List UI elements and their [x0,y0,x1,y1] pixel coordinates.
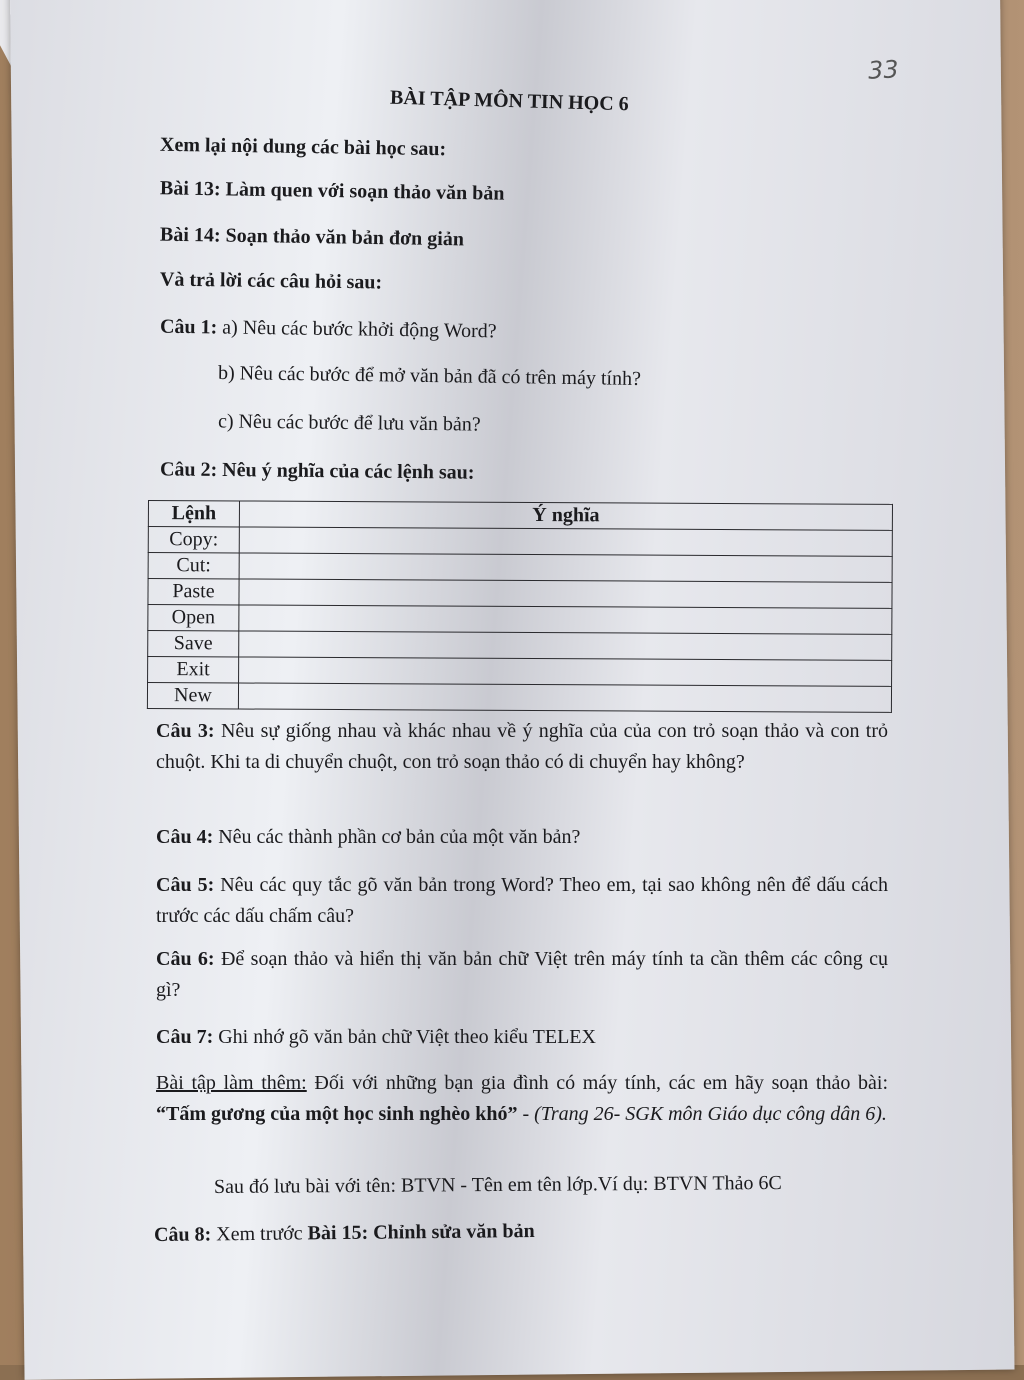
extra-exercise-text: Đối với những bạn gia đình có máy tính, các em hãy soạn thảo bài: [314,1072,889,1094]
meaning-cell [239,657,892,686]
question-5 [156,870,888,932]
command-cut: Cut: [148,553,239,579]
table-row [148,605,892,635]
question-6-text: Để soạn thảo và hiển thị văn bản chữ Việt trên máy tính ta cần thêm các công cụ gì? [156,948,889,1001]
command-save: Save [148,631,239,657]
lesson-14 [160,224,464,252]
question-2-text: Nêu ý nghĩa của các lệnh sau: [222,459,475,484]
table-header-row [148,501,892,531]
meaning-cell [239,631,892,660]
lesson-14-text: Soạn thảo văn bản đơn giản [225,224,465,251]
command-exit: Exit [148,657,239,683]
extra-exercise-reference: (Trang 26- SGK môn Giáo dục công dân 6). [534,1103,887,1125]
question-8 [154,1220,535,1247]
table-row [147,683,891,713]
table-row [148,631,892,661]
table-row [148,657,892,687]
question-4 [156,822,888,853]
table-row [148,527,892,557]
question-5-text: Nêu các quy tắc gõ văn bản trong Word? Theo em, tại sao không nên để dấu cách trước các dấu chấm câu? [156,874,888,927]
question-1-label: Câu 1: [159,315,218,339]
save-instruction: Sau đó lưu bài với tên: BTVN - Tên em tên lớp.Ví dụ: BTVN Thảo 6C [213,1172,782,1198]
question-7 [156,1022,888,1053]
extra-exercise-dash: - [522,1103,530,1125]
question-2-label: Câu 2: [159,458,218,481]
question-1b: b) Nêu các bước để mở văn bản đã có trên máy tính? [217,362,642,390]
lesson-13-label: Bài 13: [159,177,221,201]
question-6 [156,944,888,1006]
meaning-cell [239,527,892,556]
command-open: Open [148,605,239,631]
question-6-label: Câu 6: [156,948,215,970]
question-3-label: Câu 3: [156,720,215,742]
question-4-text: Nêu các thành phần cơ bản của một văn bản? [218,826,581,848]
lesson-13-text: Làm quen với soạn thảo văn bản [225,178,505,205]
lesson-14-label: Bài 14: [159,223,221,247]
question-4-label: Câu 4: [156,826,214,848]
question-8-text: Xem trước [216,1222,303,1246]
table-row [148,579,892,609]
command-table [147,500,893,713]
question-1a-text: a) Nêu các bước khởi động Word? [222,316,497,343]
meaning-cell [239,605,892,634]
lesson-13 [160,177,505,205]
question-8-label: Câu 8: [153,1223,212,1246]
question-3-text: Nêu sự giống nhau và khác nhau về ý nghĩa của của con trỏ soạn thảo và con trỏ chuột. Khi ta di chuyển chuột, con trỏ soạn thảo có di chuyển hay không? [156,720,889,773]
header-command: Lệnh [148,501,239,527]
extra-exercise-title: “Tấm gương của một học sinh nghèo khó” [156,1103,518,1125]
question-3 [156,716,888,778]
question-1c: c) Nêu các bước để lưu văn bản? [217,410,481,436]
header-meaning: Ý nghĩa [239,501,892,530]
question-8-lesson: Bài 15: Chỉnh sửa văn bản [307,1220,535,1245]
command-paste: Paste [148,579,239,605]
answer-prompt: Và trả lời các câu hỏi sau: [159,268,383,294]
page-number: 33 [867,55,900,85]
question-5-label: Câu 5: [156,874,215,896]
extra-exercise [156,1068,888,1130]
command-copy: Copy: [148,527,239,553]
meaning-cell [238,683,891,712]
question-7-label: Câu 7: [156,1026,214,1048]
page-title: BÀI TẬP MÔN TIN HỌC 6 [389,86,630,116]
question-7-text: Ghi nhớ gõ văn bản chữ Việt theo kiểu TELEX [218,1026,596,1048]
intro-line: Xem lại nội dung các bài học sau: [159,133,447,161]
command-new: New [147,683,238,709]
question-2 [160,458,475,484]
question-1a [160,316,497,344]
extra-exercise-label: Bài tập làm thêm: [156,1072,307,1094]
table-row [148,553,892,583]
meaning-cell [239,579,892,608]
meaning-cell [239,553,892,582]
